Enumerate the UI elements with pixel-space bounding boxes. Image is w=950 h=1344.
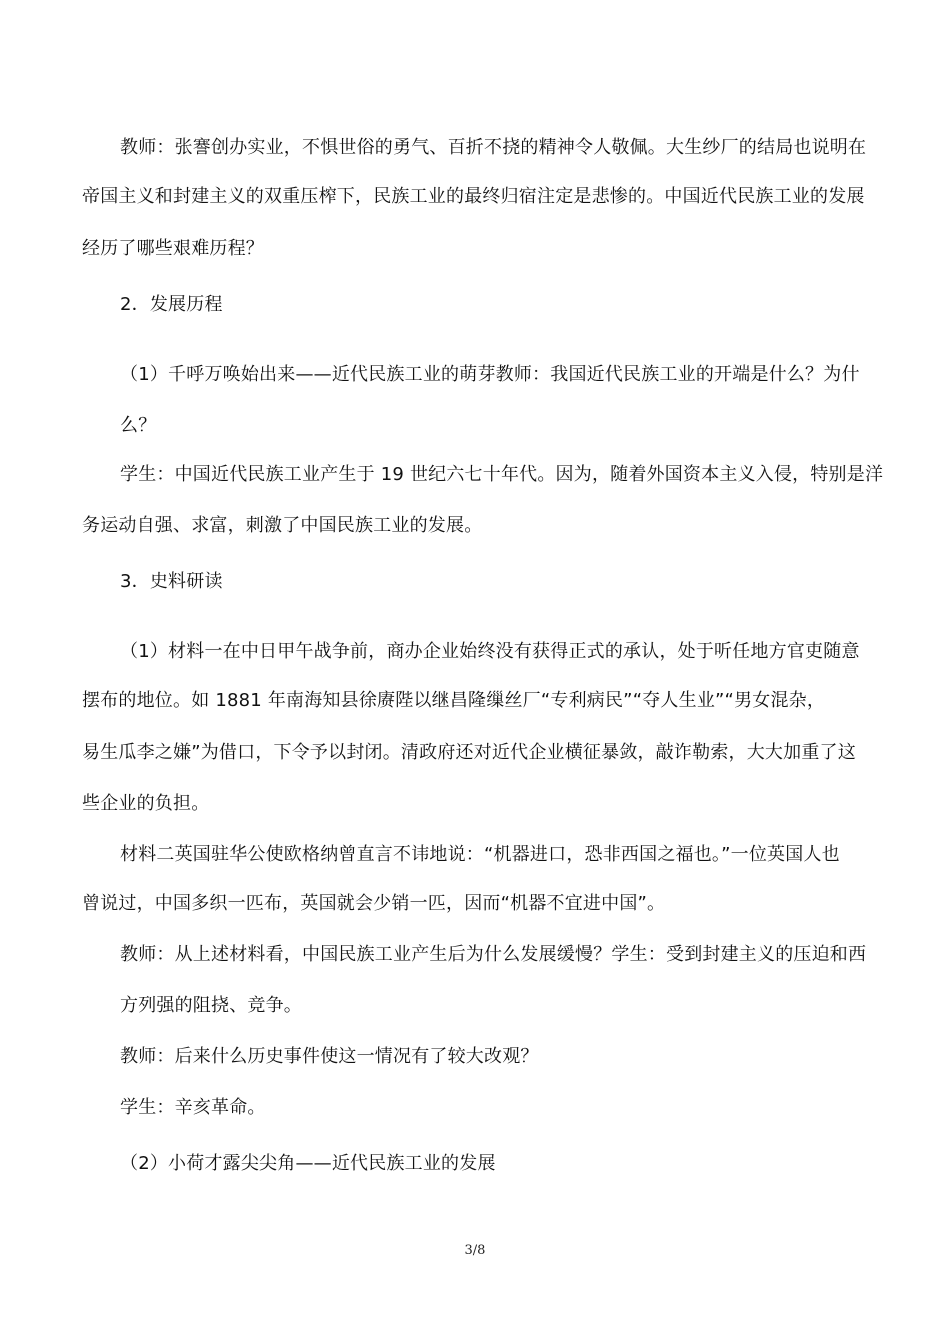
paragraph-line: 教师：张謇创办实业，不惧世俗的勇气、百折不挠的精神令人敬佩。大生纱厂的结局也说明在 — [120, 137, 867, 158]
paragraph-line: （1）千呼万唤始出来——近代民族工业的萌芽教师：我国近代民族工业的开端是什么？为什 — [120, 364, 860, 385]
paragraph-line: 学生：辛亥革命。 — [120, 1097, 266, 1118]
paragraph-line: 教师：从上述材料看，中国民族工业产生后为什么发展缓慢？学生：受到封建主义的压迫和西 — [120, 944, 867, 965]
section-heading: 2．发展历程 — [120, 294, 223, 315]
paragraph-line: 么？ — [120, 415, 157, 436]
paragraph-line: 些企业的负担。 — [82, 793, 210, 814]
paragraph-line: 教师：后来什么历史事件使这一情况有了较大改观？ — [120, 1046, 539, 1067]
paragraph-line: 摆布的地位。如 1881 年南海知县徐赓陛以继昌隆缫丝厂“专利病民”“夺人生业”“男女混杂， — [82, 690, 826, 711]
paragraph-line: （1）材料一在中日甲午战争前，商办企业始终没有获得正式的承认，处于听任地方官吏随意 — [120, 641, 860, 662]
paragraph-line: 材料二英国驻华公使欧格纳曾直言不讳地说：“机器进口，恐非西国之福也。”一位英国人也 — [120, 844, 840, 865]
paragraph-line: 易生瓜李之嫌”为借口，下令予以封闭。清政府还对近代企业横征暴敛，敲诈勒索，大大加重了这 — [82, 742, 856, 763]
paragraph-line: 方列强的阻挠、竞争。 — [120, 995, 302, 1016]
section-heading: 3．史料研读 — [120, 571, 223, 592]
paragraph-line: 帝国主义和封建主义的双重压榨下，民族工业的最终归宿注定是悲惨的。中国近代民族工业的发展 — [82, 186, 865, 207]
paragraph-line: 务运动自强、求富，刺激了中国民族工业的发展。 — [82, 515, 483, 536]
paragraph-line: 曾说过，中国多织一匹布，英国就会少销一匹，因而“机器不宜进中国”。 — [82, 893, 666, 914]
paragraph-line: 学生：中国近代民族工业产生于 19 世纪六七十年代。因为，随着外国资本主义入侵，特别是洋 — [120, 464, 884, 485]
page-number: 3/8 — [464, 1243, 486, 1258]
paragraph-line: （2）小荷才露尖尖角——近代民族工业的发展 — [120, 1153, 496, 1174]
paragraph-line: 经历了哪些艰难历程？ — [82, 238, 264, 259]
